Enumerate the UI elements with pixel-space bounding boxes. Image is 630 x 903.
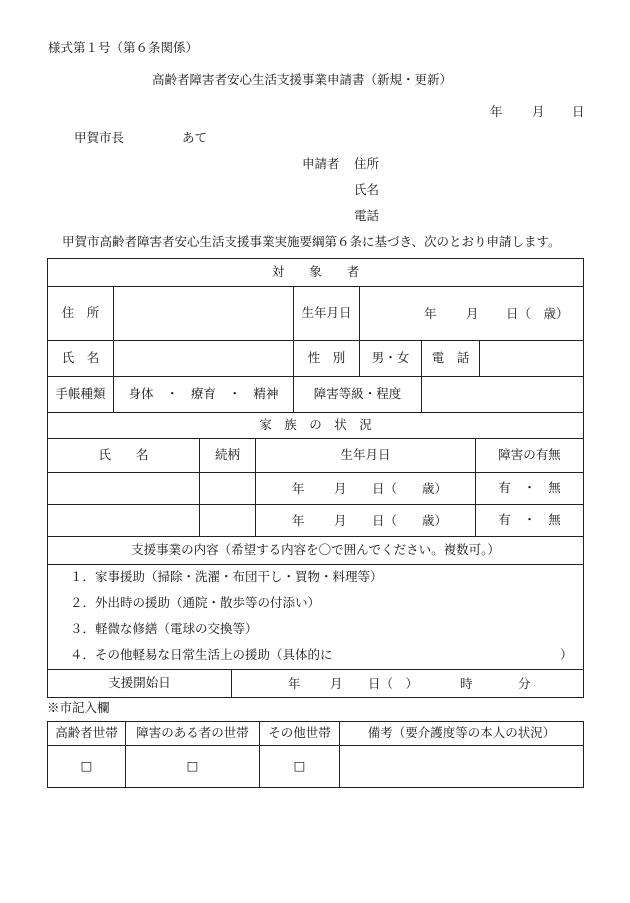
table-row xyxy=(48,473,584,505)
family-header: 家 族 の 状 況 xyxy=(48,413,584,439)
family-birth-month: 月 xyxy=(334,512,347,528)
elderly-checkbox[interactable]: □ xyxy=(48,746,126,788)
date-year: 年 xyxy=(490,104,503,119)
family-relation-field[interactable] xyxy=(200,505,256,537)
subject-address-field[interactable] xyxy=(114,287,294,341)
family-col-disability: 障害の有無 xyxy=(476,439,584,473)
disabled-checkbox[interactable]: □ xyxy=(126,746,260,788)
office-col-elderly: 高齢者世帯 xyxy=(48,722,126,746)
other-checkbox[interactable]: □ xyxy=(260,746,340,788)
family-birth-year: 年 xyxy=(292,512,305,528)
service-item-other[interactable]: ４．その他軽易な日常生活上の援助（具体的に xyxy=(70,647,333,662)
applicant-name-label: 氏名 xyxy=(354,182,380,197)
office-col-disabled: 障害のある者の世帯 xyxy=(126,722,260,746)
subject-table xyxy=(47,258,584,413)
date-day: 日 xyxy=(572,104,585,119)
subject-disability-field[interactable] xyxy=(422,377,584,413)
subject-name-field[interactable] xyxy=(114,341,294,377)
subject-sex-label: 性 別 xyxy=(294,341,360,377)
family-birth-day-age: 日（ 歳） xyxy=(372,512,448,528)
subject-birth-field[interactable] xyxy=(360,287,584,341)
subject-phone-field[interactable] xyxy=(480,341,584,377)
subject-birth-month: 月 xyxy=(466,305,479,321)
addressee-name: 甲賀市長 xyxy=(74,130,125,145)
subject-birth-label: 生年月日 xyxy=(294,287,360,341)
service-item-repair[interactable]: ３．軽微な修繕（電球の交換等） xyxy=(70,621,258,636)
page-title: 高齢者障害者安心生活支援事業申請書（新規・更新） xyxy=(152,72,453,87)
services-list xyxy=(48,565,584,670)
applicant-address-label: 住所 xyxy=(354,156,380,171)
subject-handbook-label: 手帳種類 xyxy=(48,377,114,413)
addressee-suffix: あて xyxy=(182,130,208,145)
table-row xyxy=(48,505,584,537)
date-month: 月 xyxy=(532,104,545,119)
family-name-field[interactable] xyxy=(48,473,200,505)
family-birth-month: 月 xyxy=(334,480,347,496)
service-item-other-close: ） xyxy=(560,647,573,662)
subject-phone-label: 電 話 xyxy=(422,341,480,377)
start-year: 年 xyxy=(288,675,301,691)
start-date-label: 支援開始日 xyxy=(48,670,232,698)
office-col-remarks: 備考（要介護度等の本人の状況） xyxy=(340,722,584,746)
applicant-label: 申請者 xyxy=(302,156,340,171)
family-birth-year: 年 xyxy=(292,480,305,496)
subject-birth-day-age: 日（ 歳） xyxy=(506,305,569,321)
office-use-title: ※市記入欄 xyxy=(47,700,110,715)
services-table xyxy=(47,536,584,698)
subject-handbook-options[interactable]: 身体 ・ 療育 ・ 精神 xyxy=(114,377,294,413)
service-item-outing[interactable]: ２．外出時の援助（通院・散歩等の付添い） xyxy=(70,595,321,610)
family-col-relation: 続柄 xyxy=(200,439,256,473)
service-item-housework[interactable]: １．家事援助（掃除・洗濯・布団干し・買物・料理等） xyxy=(70,569,383,584)
start-minute: 分 xyxy=(518,675,531,691)
subject-name-label: 氏 名 xyxy=(48,341,114,377)
office-col-other: その他世帯 xyxy=(260,722,340,746)
subject-birth-year: 年 xyxy=(424,305,437,321)
subject-address-label: 住 所 xyxy=(48,287,114,341)
family-table xyxy=(47,412,584,537)
start-date-field[interactable] xyxy=(232,670,584,698)
family-birth-field[interactable] xyxy=(256,473,476,505)
remarks-field[interactable] xyxy=(340,746,584,788)
family-col-birth: 生年月日 xyxy=(256,439,476,473)
subject-disability-label: 障害等級・程度 xyxy=(294,377,422,413)
subject-sex-options[interactable]: 男・女 xyxy=(360,341,422,377)
subject-header: 対 象 者 xyxy=(48,259,584,287)
family-name-field[interactable] xyxy=(48,505,200,537)
family-birth-day-age: 日（ 歳） xyxy=(372,480,448,496)
start-hour: 時 xyxy=(460,675,473,691)
start-month: 月 xyxy=(330,675,343,691)
applicant-phone-label: 電話 xyxy=(354,208,380,223)
start-day: 日（ ） xyxy=(368,675,419,691)
office-table xyxy=(47,721,584,788)
application-statement: 甲賀市高齢者障害者安心生活支援事業実施要綱第６条に基づき、次のとおり申請します。 xyxy=(62,234,561,249)
family-col-name: 氏 名 xyxy=(48,439,200,473)
form-number: 様式第１号（第６条関係） xyxy=(48,40,199,55)
services-header: 支援事業の内容（希望する内容を〇で囲んでください。複数可。） xyxy=(48,537,584,565)
family-birth-field[interactable] xyxy=(256,505,476,537)
family-disability-field[interactable]: 有 ・ 無 xyxy=(476,473,584,505)
family-disability-field[interactable]: 有 ・ 無 xyxy=(476,505,584,537)
family-relation-field[interactable] xyxy=(200,473,256,505)
